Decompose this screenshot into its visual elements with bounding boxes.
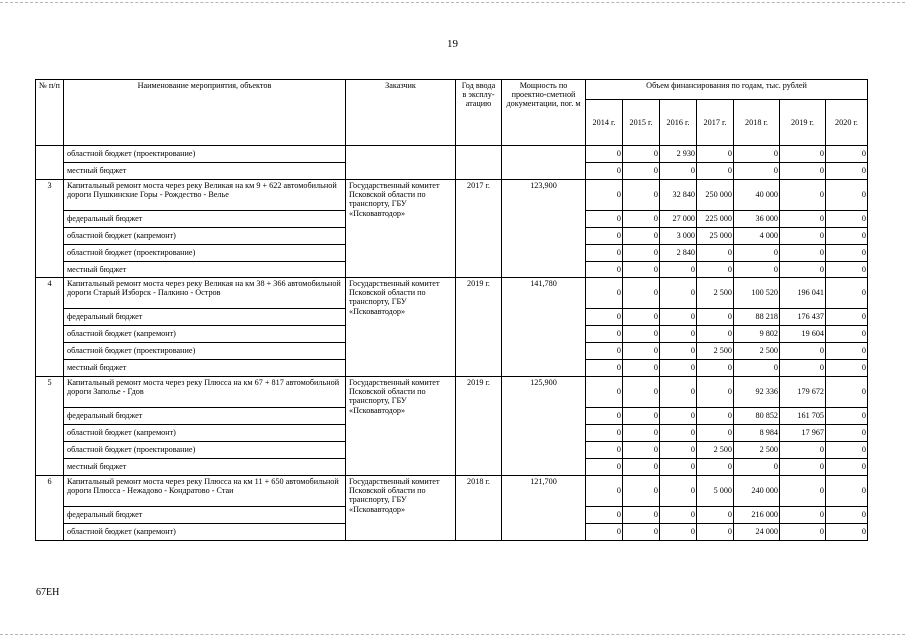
- value-cell: 196 041: [780, 278, 826, 309]
- value-cell: 19 604: [780, 326, 826, 343]
- value-cell: 80 852: [734, 408, 780, 425]
- col-header-customer: Заказчик: [346, 80, 456, 146]
- value-cell: 0: [780, 524, 826, 541]
- value-cell: 0: [826, 360, 868, 377]
- budget-source-cell: местный бюджет: [64, 459, 346, 476]
- value-cell: 0: [826, 326, 868, 343]
- value-cell: 0: [826, 146, 868, 163]
- budget-source-cell: областной бюджет (капремонт): [64, 326, 346, 343]
- value-cell: 0: [586, 343, 623, 360]
- capacity-cell: 141,780: [502, 278, 586, 377]
- value-cell: 0: [660, 442, 697, 459]
- year-cell: 2018 г.: [456, 476, 502, 541]
- budget-source-cell: местный бюджет: [64, 360, 346, 377]
- value-cell: 0: [780, 211, 826, 228]
- col-header-year-2014: 2014 г.: [586, 100, 623, 146]
- value-cell: 0: [697, 309, 734, 326]
- budget-source-cell: местный бюджет: [64, 262, 346, 278]
- document-code: 67ЕН: [36, 587, 60, 598]
- value-cell: 0: [734, 245, 780, 262]
- value-cell: 40 000: [734, 180, 780, 211]
- value-cell: 25 000: [697, 228, 734, 245]
- value-cell: 0: [586, 377, 623, 408]
- value-cell: 0: [734, 360, 780, 377]
- value-cell: 0: [660, 524, 697, 541]
- col-header-name: Наименование мероприятия, объектов: [64, 80, 346, 146]
- value-cell: 0: [780, 146, 826, 163]
- value-cell: 0: [586, 180, 623, 211]
- value-cell: 0: [586, 360, 623, 377]
- value-cell: 2 500: [734, 442, 780, 459]
- value-cell: 0: [826, 309, 868, 326]
- value-cell: 0: [660, 278, 697, 309]
- value-cell: 9 802: [734, 326, 780, 343]
- value-cell: 0: [623, 228, 660, 245]
- value-cell: 17 967: [780, 425, 826, 442]
- financing-table: [35, 79, 868, 541]
- value-cell: 0: [697, 524, 734, 541]
- value-cell: 0: [734, 459, 780, 476]
- customer-cell: Государственный комитет Псковской области по транспорту, ГБУ «Псковавтодор»: [346, 180, 456, 278]
- scan-edge-top: [0, 2, 905, 3]
- row-number-cell: [36, 146, 64, 180]
- value-cell: 0: [623, 425, 660, 442]
- value-cell: 88 218: [734, 309, 780, 326]
- value-cell: 0: [697, 262, 734, 278]
- col-header-year-2015: 2015 г.: [623, 100, 660, 146]
- capacity-cell: 125,900: [502, 377, 586, 476]
- object-row: [36, 278, 868, 309]
- value-cell: 0: [586, 146, 623, 163]
- value-cell: 0: [660, 507, 697, 524]
- row-number-cell: 3: [36, 180, 64, 278]
- value-cell: 3 000: [660, 228, 697, 245]
- value-cell: 0: [586, 211, 623, 228]
- value-cell: 27 000: [660, 211, 697, 228]
- value-cell: 0: [660, 476, 697, 507]
- col-header-year-2017: 2017 г.: [697, 100, 734, 146]
- object-name-cell: Капитальный ремонт моста через реку Великая на км 9 + 622 автомобильной дороги Пушкинские Горы - Рождество - Велье: [64, 180, 346, 211]
- value-cell: 0: [586, 459, 623, 476]
- object-row: [36, 476, 868, 507]
- value-cell: 0: [660, 377, 697, 408]
- value-cell: 0: [826, 228, 868, 245]
- col-header-funding: Объем финансирования по годам, тыс. рублей: [586, 80, 868, 100]
- value-cell: 0: [623, 524, 660, 541]
- value-cell: 0: [826, 408, 868, 425]
- budget-source-cell: областной бюджет (проектирование): [64, 146, 346, 163]
- value-cell: 0: [734, 146, 780, 163]
- value-cell: 0: [734, 163, 780, 180]
- object-name-cell: Капитальный ремонт моста через реку Плюсса на км 67 + 817 автомобильной дороги Заполье - Гдов: [64, 377, 346, 408]
- value-cell: 0: [826, 377, 868, 408]
- value-cell: 0: [826, 245, 868, 262]
- value-cell: 0: [623, 442, 660, 459]
- value-cell: 0: [623, 459, 660, 476]
- value-cell: 0: [623, 408, 660, 425]
- year-cell: 2019 г.: [456, 377, 502, 476]
- value-cell: 0: [623, 262, 660, 278]
- value-cell: 0: [623, 476, 660, 507]
- value-cell: 0: [660, 262, 697, 278]
- value-cell: 0: [697, 245, 734, 262]
- year-cell: [456, 146, 502, 180]
- budget-source-cell: местный бюджет: [64, 163, 346, 180]
- row-number-cell: 6: [36, 476, 64, 541]
- object-name-cell: Капитальный ремонт моста через реку Великая на км 38 + 366 автомобильной дороги Старый Изборск - Палкино - Остров: [64, 278, 346, 309]
- value-cell: 0: [623, 180, 660, 211]
- col-header-year-2020: 2020 г.: [826, 100, 868, 146]
- value-cell: 0: [826, 343, 868, 360]
- budget-source-cell: федеральный бюджет: [64, 309, 346, 326]
- value-cell: 0: [586, 309, 623, 326]
- capacity-cell: 121,700: [502, 476, 586, 541]
- header-row: [36, 80, 868, 100]
- value-cell: 0: [660, 163, 697, 180]
- value-cell: 0: [586, 326, 623, 343]
- budget-source-cell: областной бюджет (капремонт): [64, 425, 346, 442]
- value-cell: 0: [697, 377, 734, 408]
- value-cell: 0: [623, 360, 660, 377]
- value-cell: 216 000: [734, 507, 780, 524]
- value-cell: 0: [826, 425, 868, 442]
- value-cell: 0: [586, 524, 623, 541]
- value-cell: 0: [660, 343, 697, 360]
- value-cell: 0: [780, 163, 826, 180]
- col-header-num: № п/п: [36, 80, 64, 146]
- value-cell: 0: [586, 262, 623, 278]
- value-cell: 0: [623, 245, 660, 262]
- row-number-cell: 5: [36, 377, 64, 476]
- budget-source-cell: областной бюджет (капремонт): [64, 228, 346, 245]
- year-cell: 2017 г.: [456, 180, 502, 278]
- value-cell: 0: [826, 211, 868, 228]
- value-cell: 161 705: [780, 408, 826, 425]
- value-cell: 0: [623, 163, 660, 180]
- value-cell: 24 000: [734, 524, 780, 541]
- value-cell: 0: [660, 360, 697, 377]
- value-cell: 0: [780, 459, 826, 476]
- col-header-year-2019: 2019 г.: [780, 100, 826, 146]
- value-cell: 0: [586, 507, 623, 524]
- value-cell: 2 500: [697, 278, 734, 309]
- capacity-cell: [502, 146, 586, 180]
- value-cell: 0: [623, 309, 660, 326]
- value-cell: 0: [586, 278, 623, 309]
- value-cell: 0: [826, 278, 868, 309]
- customer-cell: Государственный комитет Псковской области по транспорту, ГБУ «Псковавтодор»: [346, 377, 456, 476]
- value-cell: 0: [826, 459, 868, 476]
- budget-source-cell: областной бюджет (капремонт): [64, 524, 346, 541]
- value-cell: 0: [586, 408, 623, 425]
- value-cell: 0: [826, 524, 868, 541]
- customer-cell: Государственный комитет Псковской области по транспорту, ГБУ «Псковавтодор»: [346, 278, 456, 377]
- value-cell: 0: [826, 163, 868, 180]
- col-header-capacity: Мощность по проектно-сметной документации, пог. м: [502, 80, 586, 146]
- value-cell: 0: [586, 228, 623, 245]
- value-cell: 0: [697, 459, 734, 476]
- value-cell: 0: [780, 228, 826, 245]
- value-cell: 0: [660, 326, 697, 343]
- customer-cell: [346, 146, 456, 180]
- value-cell: 0: [623, 507, 660, 524]
- value-cell: 0: [826, 262, 868, 278]
- object-row: [36, 377, 868, 408]
- value-cell: 2 840: [660, 245, 697, 262]
- scan-edge-bottom: [0, 634, 905, 635]
- budget-source-cell: федеральный бюджет: [64, 211, 346, 228]
- value-cell: 0: [780, 476, 826, 507]
- budget-source-cell: областной бюджет (проектирование): [64, 442, 346, 459]
- value-cell: 0: [660, 425, 697, 442]
- value-cell: 0: [586, 476, 623, 507]
- value-cell: 225 000: [697, 211, 734, 228]
- capacity-cell: 123,900: [502, 180, 586, 278]
- budget-source-cell: областной бюджет (проектирование): [64, 343, 346, 360]
- value-cell: 0: [780, 360, 826, 377]
- col-header-year-2018: 2018 г.: [734, 100, 780, 146]
- page-number: 19: [447, 38, 458, 50]
- value-cell: 0: [826, 442, 868, 459]
- budget-source-cell: областной бюджет (проектирование): [64, 245, 346, 262]
- value-cell: 176 437: [780, 309, 826, 326]
- value-cell: 0: [697, 146, 734, 163]
- customer-cell: Государственный комитет Псковской области по транспорту, ГБУ «Псковавтодор»: [346, 476, 456, 541]
- value-cell: 0: [660, 459, 697, 476]
- value-cell: 179 672: [780, 377, 826, 408]
- value-cell: 5 000: [697, 476, 734, 507]
- value-cell: 0: [697, 408, 734, 425]
- year-cell: 2019 г.: [456, 278, 502, 377]
- value-cell: 0: [826, 476, 868, 507]
- value-cell: 2 500: [697, 343, 734, 360]
- value-cell: 36 000: [734, 211, 780, 228]
- value-cell: 240 000: [734, 476, 780, 507]
- value-cell: 0: [826, 507, 868, 524]
- budget-source-cell: федеральный бюджет: [64, 507, 346, 524]
- value-cell: 4 000: [734, 228, 780, 245]
- value-cell: 0: [586, 163, 623, 180]
- value-cell: 0: [623, 377, 660, 408]
- value-cell: 0: [697, 425, 734, 442]
- value-cell: 0: [623, 278, 660, 309]
- col-header-year-2016: 2016 г.: [660, 100, 697, 146]
- value-cell: 0: [780, 442, 826, 459]
- budget-source-cell: федеральный бюджет: [64, 408, 346, 425]
- value-cell: 0: [660, 408, 697, 425]
- table-row: [36, 146, 868, 163]
- value-cell: 0: [660, 309, 697, 326]
- value-cell: 0: [623, 343, 660, 360]
- value-cell: 0: [780, 262, 826, 278]
- value-cell: 0: [586, 425, 623, 442]
- value-cell: 0: [586, 245, 623, 262]
- value-cell: 0: [780, 507, 826, 524]
- value-cell: 0: [780, 343, 826, 360]
- value-cell: 100 520: [734, 278, 780, 309]
- row-number-cell: 4: [36, 278, 64, 377]
- object-row: [36, 180, 868, 211]
- table-body: [36, 146, 868, 541]
- value-cell: 0: [697, 163, 734, 180]
- value-cell: 0: [623, 326, 660, 343]
- value-cell: 250 000: [697, 180, 734, 211]
- value-cell: 0: [780, 180, 826, 211]
- value-cell: 0: [623, 146, 660, 163]
- value-cell: 2 930: [660, 146, 697, 163]
- value-cell: 0: [780, 245, 826, 262]
- value-cell: 0: [586, 442, 623, 459]
- value-cell: 2 500: [734, 343, 780, 360]
- value-cell: 0: [623, 211, 660, 228]
- value-cell: 2 500: [697, 442, 734, 459]
- value-cell: 0: [697, 360, 734, 377]
- object-name-cell: Капитальный ремонт моста через реку Плюсса на км 11 + 650 автомобильной дороги Плюсса - Нежадово - Кондратово - Стаи: [64, 476, 346, 507]
- value-cell: 0: [734, 262, 780, 278]
- value-cell: 0: [697, 507, 734, 524]
- value-cell: 0: [826, 180, 868, 211]
- value-cell: 8 984: [734, 425, 780, 442]
- col-header-year: Год ввода в эксплу-атацию: [456, 80, 502, 146]
- value-cell: 32 840: [660, 180, 697, 211]
- value-cell: 92 336: [734, 377, 780, 408]
- value-cell: 0: [697, 326, 734, 343]
